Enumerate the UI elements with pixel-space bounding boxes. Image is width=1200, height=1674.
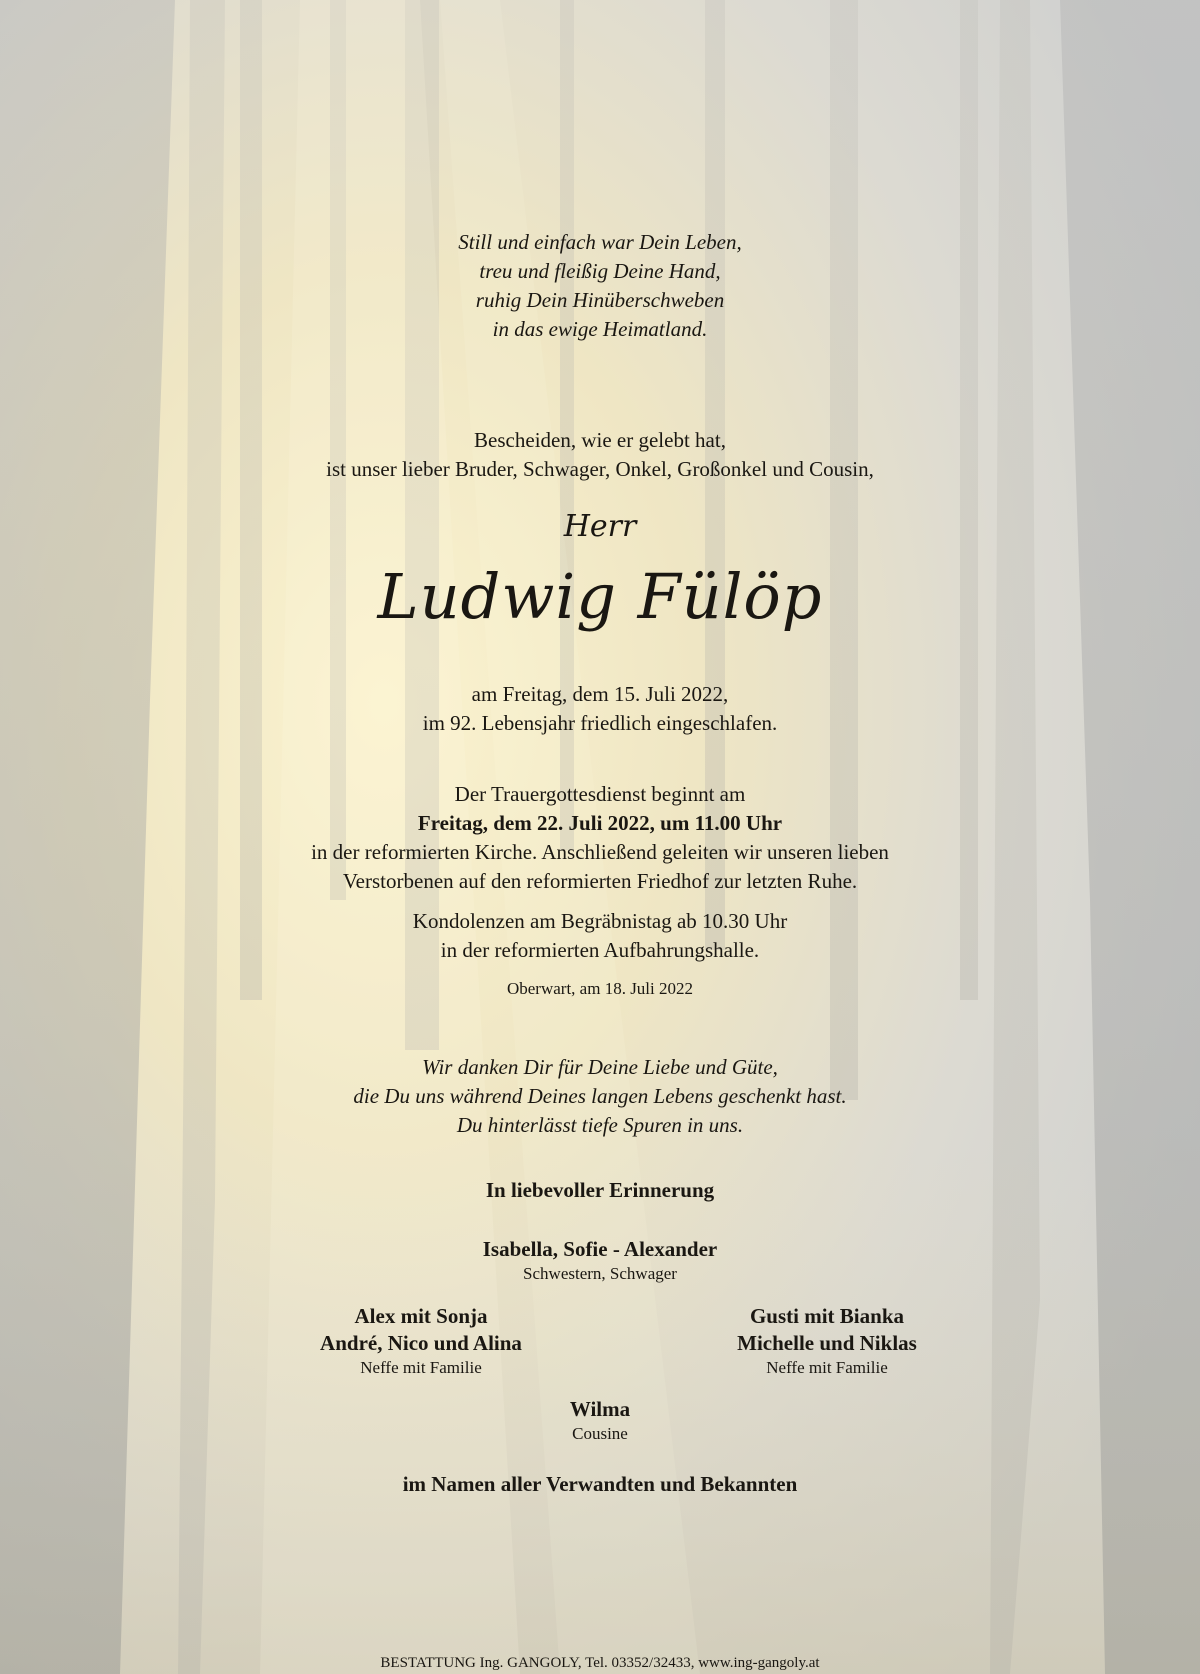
death-line: im 92. Lebensjahr friedlich eingeschlafen. xyxy=(422,711,778,735)
funeral-home-footer: BESTATTUNG Ing. GANGOLY, Tel. 03352/32433, www.ing-gangoly.at xyxy=(380,1655,820,1671)
salutation: Herr xyxy=(563,509,637,544)
memory-heading: In liebevoller Erinnerung xyxy=(485,1178,715,1202)
condolences-line: in der reformierten Aufbahrungshalle. xyxy=(440,938,760,962)
mourner-role: Neffe mit Familie xyxy=(360,1358,482,1377)
mourner-left xyxy=(221,1303,621,1378)
mourner-names: Gusti mit Bianka xyxy=(749,1304,905,1328)
mourner-names: Isabella, Sofie - Alexander xyxy=(482,1237,718,1261)
thanks-line: Du hinterlässt tiefe Spuren in uns. xyxy=(456,1113,744,1137)
mourner-right xyxy=(627,1303,1027,1378)
mourner-names: André, Nico und Alina xyxy=(320,1331,522,1355)
death-notice xyxy=(0,680,1200,738)
intro-line: Bescheiden, wie er gelebt hat, xyxy=(474,428,726,452)
service-line: Verstorbenen auf den reformierten Friedhof zur letzten Ruhe. xyxy=(342,869,858,893)
mourner-names: Wilma xyxy=(569,1397,631,1421)
place-date: Oberwart, am 18. Juli 2022 xyxy=(506,979,694,998)
death-line: am Freitag, dem 15. Juli 2022, xyxy=(471,682,729,706)
poem-line: treu und fleißig Deine Hand, xyxy=(479,259,721,283)
thanks-line: Wir danken Dir für Deine Liebe und Güte, xyxy=(422,1055,778,1079)
mourner-siblings xyxy=(0,1236,1200,1284)
mourner-names: Alex mit Sonja xyxy=(354,1304,488,1328)
poem-line: Still und einfach war Dein Leben, xyxy=(458,230,742,254)
closing-line: im Namen aller Verwandten und Bekannten xyxy=(402,1472,798,1496)
thanks-text xyxy=(0,1053,1200,1140)
service-intro: Der Trauergottesdienst beginnt am xyxy=(454,782,746,806)
deceased-name: Ludwig Fülöp xyxy=(377,560,823,633)
intro-line: ist unser lieber Bruder, Schwager, Onkel, Großonkel und Cousin, xyxy=(326,457,874,481)
mourner-names: Michelle und Niklas xyxy=(737,1331,917,1355)
mourner-role: Cousine xyxy=(572,1424,628,1443)
mourner-cousin xyxy=(0,1396,1200,1444)
poem-line: in das ewige Heimatland. xyxy=(492,317,708,341)
condolences-line: Kondolenzen am Begräbnistag ab 10.30 Uhr xyxy=(412,909,788,933)
service-datetime: Freitag, dem 22. Juli 2022, um 11.00 Uhr xyxy=(417,811,783,835)
service-line: in der reformierten Kirche. Anschließend geleiten wir unseren lieben xyxy=(311,840,889,864)
service-info xyxy=(0,780,1200,896)
mourner-role: Schwestern, Schwager xyxy=(523,1264,677,1283)
condolences-info xyxy=(0,907,1200,965)
opening-poem xyxy=(0,228,1200,344)
poem-line: ruhig Dein Hinüberschweben xyxy=(475,288,725,312)
intro-text xyxy=(0,426,1200,484)
thanks-line: die Du uns während Deines langen Lebens geschenkt hast. xyxy=(353,1084,847,1108)
mourner-role: Neffe mit Familie xyxy=(766,1358,888,1377)
